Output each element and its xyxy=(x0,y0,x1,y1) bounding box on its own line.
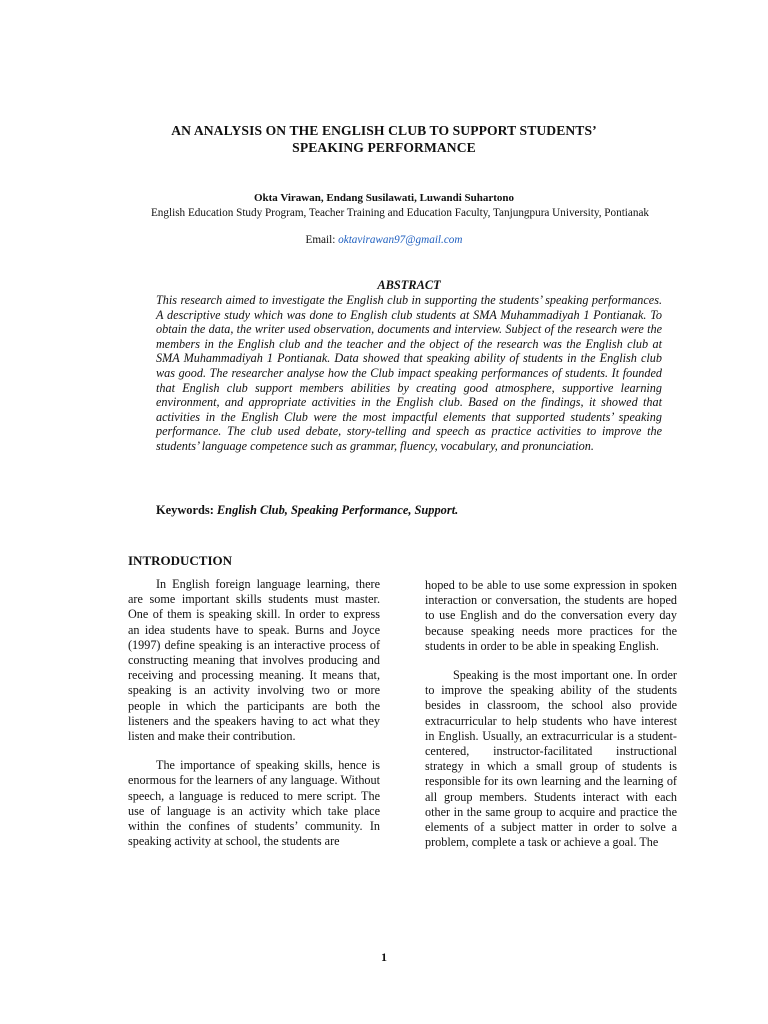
right-column xyxy=(425,578,677,864)
email-line xyxy=(130,233,638,247)
keywords-label: Keywords: xyxy=(156,503,217,517)
title-line-1: AN ANALYSIS ON THE ENGLISH CLUB TO SUPPORT STUDENTS’ xyxy=(171,123,597,138)
email-link[interactable]: oktavirawan97@gmail.com xyxy=(338,234,463,246)
keywords xyxy=(156,503,662,518)
title-line-2: SPEAKING PERFORMANCE xyxy=(292,140,476,155)
introduction-heading: INTRODUCTION xyxy=(128,553,233,568)
paragraph: Speaking is the most important one. In order to improve the speaking ability of the students besides in classroom, the school also provide extracurricular to help students who have interest in English. Usually, an extracurricular is a student-centered, instructor-facilitated instructional strategy in which a small group of students is responsible for its own learning and the learning of all group members. Students interact with each other in the same group to acquire and practice the elements of a subject matter in order to solve a problem, complete a task or achieve a goal. The xyxy=(425,668,677,850)
keywords-value: English Club, Speaking Performance, Support. xyxy=(216,503,459,517)
paragraph: In English foreign language learning, there are some important skills students must master. One of them is speaking skill. In order to express an idea students have to speak. Burns and Joyce (1997) define speaking is an interactive process of constructing meaning that involves producing and receiving and processing meaning. It means that, speaking is an activity involving two or more people in which the participants are both the listeners and the speakers having to act what they listen and make their contribution. xyxy=(128,577,380,744)
affiliation: English Education Study Program, Teacher Training and Education Faculty, Tanjungpura University, Pontianak xyxy=(150,207,650,219)
left-column xyxy=(128,577,380,863)
page-number: 1 xyxy=(381,950,387,964)
email-label: Email: xyxy=(305,234,339,246)
paragraph: The importance of speaking skills, hence is enormous for the learners of any language. Without speech, a language is reduced to mere script. The use of language is an activity which take place within the confines of students’ community. In speaking activity at school, the students are xyxy=(128,758,380,849)
author-list: Okta Virawan, Endang Susilawati, Luwandi Suhartono xyxy=(253,192,515,204)
paragraph: hoped to be able to use some expression in spoken interaction or conversation, the students are hoped to use English and do the conversation every day because speaking needs more practices for the students in order to be able in speaking English. xyxy=(425,578,677,653)
paper-title xyxy=(120,122,648,156)
abstract-text: This research aimed to investigate the English club in supporting the students’ speaking performances. A descriptive study which was done to English club students at SMA Muhammadiyah 1 Pontianak. To obtain the data, the writer used observation, documents and interview. Subject of the research were the members in the English club and the teacher and the object of the research was the English club at SMA Muhammadiyah 1 Pontianak. Data showed that speaking ability of students in the English club was good. The researcher analyse how the Club impact speaking performances of students. It founded that English club support members abilities by creating good atmosphere, supportive learning environment, and appropriate activities in the English club. Based on the findings, it showed that activities in the English Club were the most impactful elements that supported students’ speaking performance. The club used debate, story-telling and speech as practice activities to improve the students’ language competence such as grammar, fluency, vocabulary, and pronunciation. xyxy=(156,293,662,453)
abstract-heading: ABSTRACT xyxy=(377,278,441,292)
